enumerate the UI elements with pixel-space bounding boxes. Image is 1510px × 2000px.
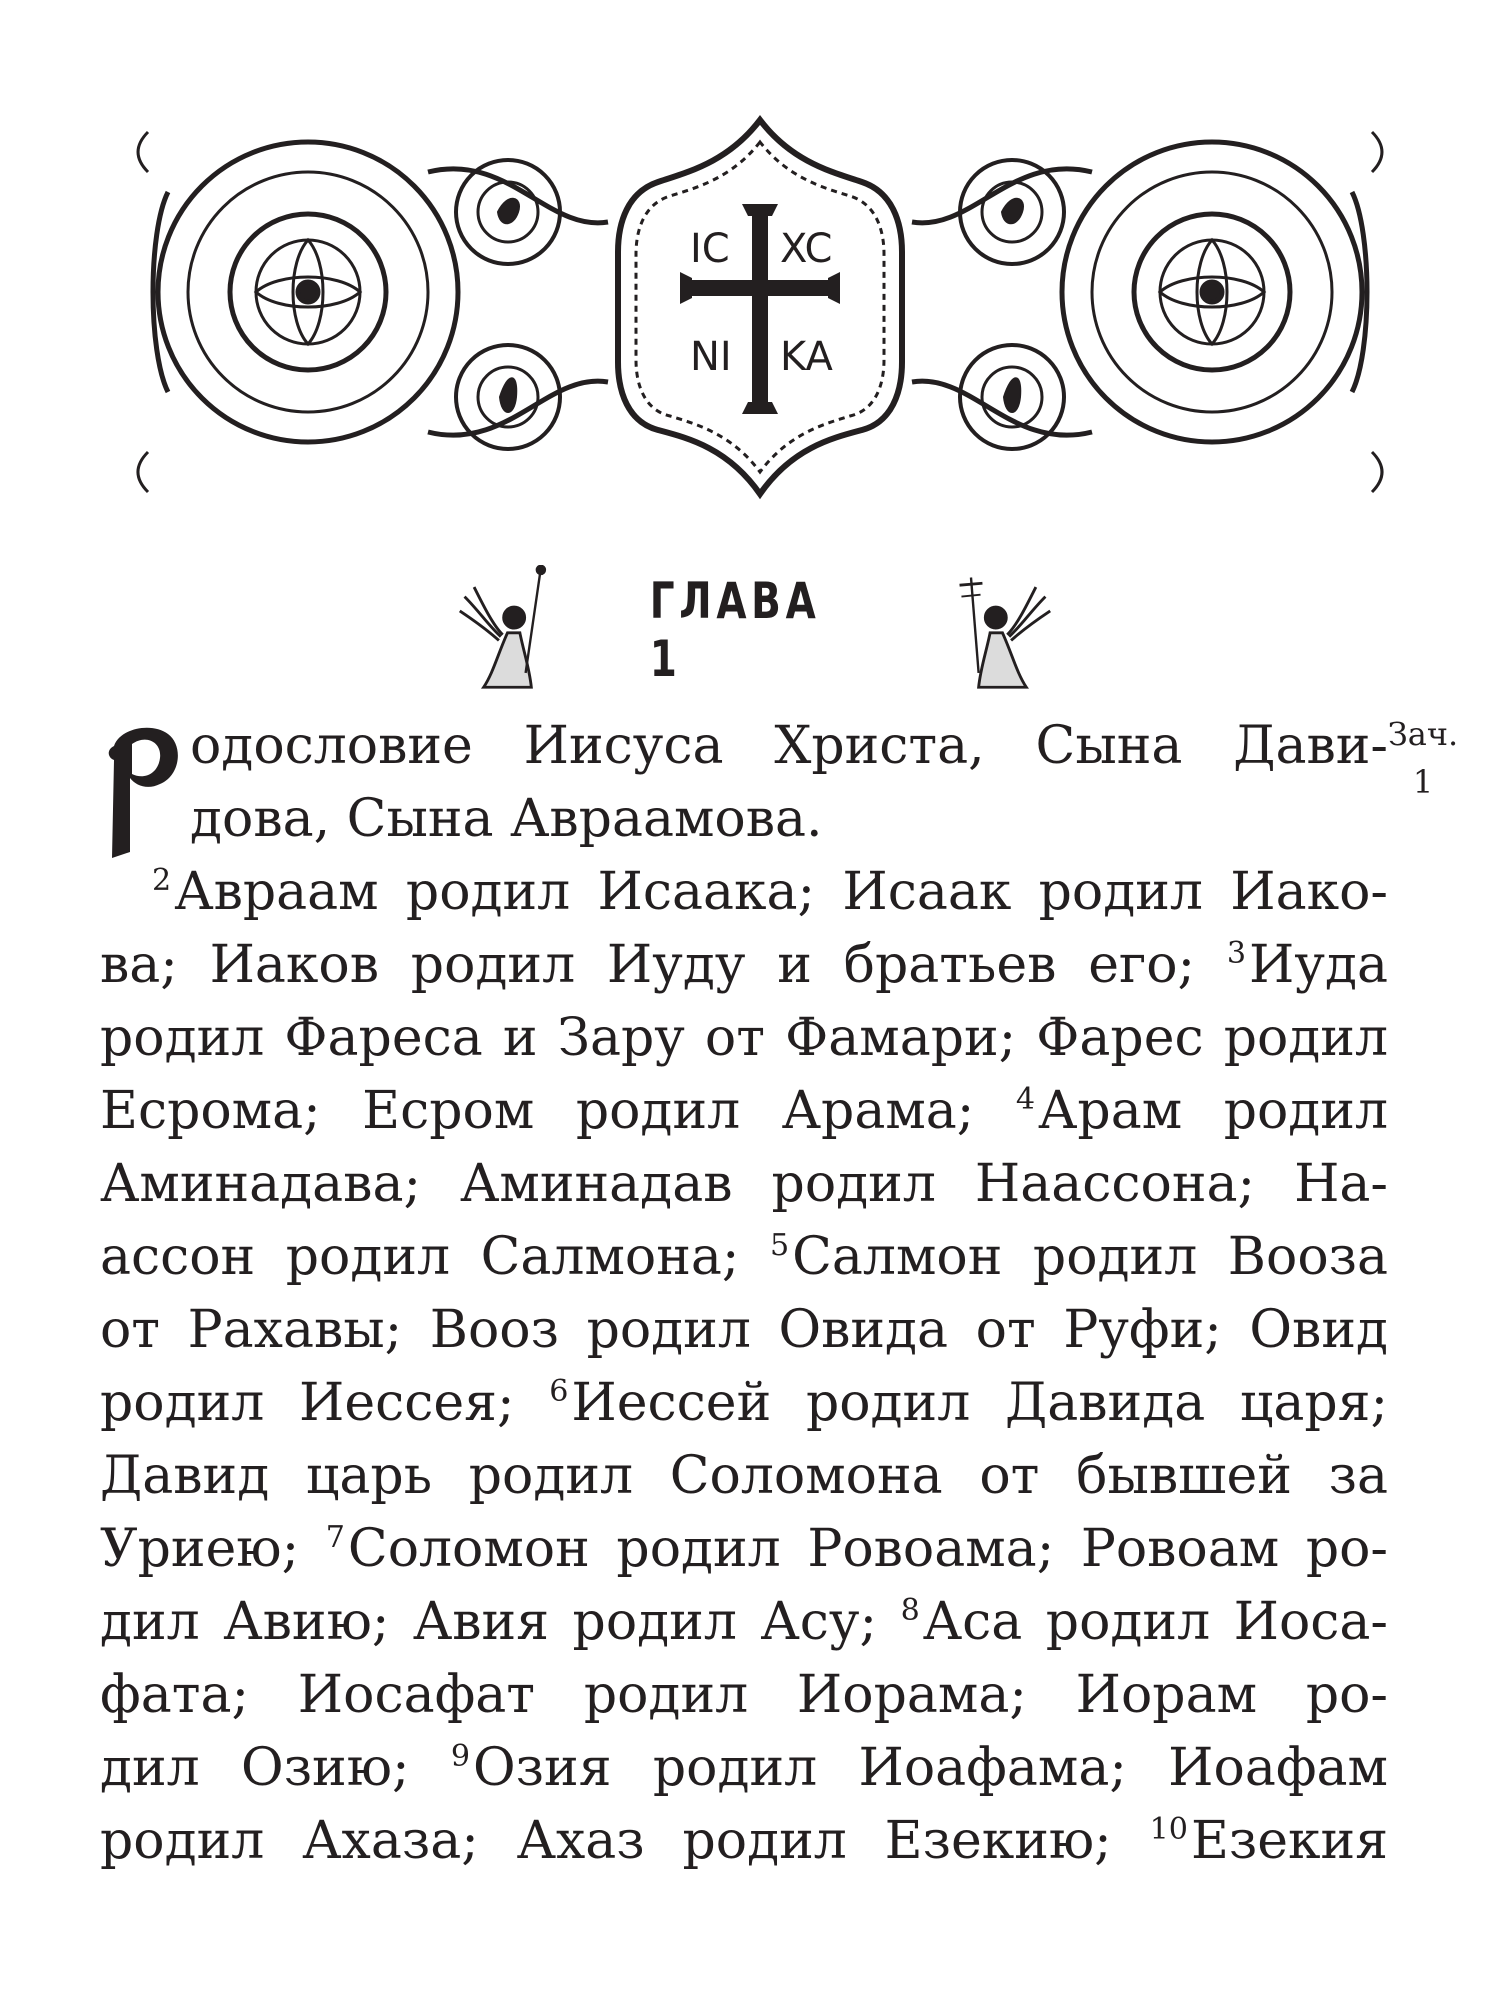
verse-number: 3 [1226, 936, 1247, 972]
text-line [100, 1294, 1388, 1367]
text-line [100, 1586, 1388, 1659]
angel-left-icon [455, 565, 560, 695]
text-segment: Соломон родил Ровоама; Ровоам ро- [347, 1519, 1388, 1579]
scripture-text [100, 710, 1388, 1878]
angel-right-icon [950, 565, 1055, 695]
text-line [100, 1659, 1388, 1732]
text-segment: дил Озию; [100, 1738, 451, 1798]
text-line [100, 1805, 1388, 1878]
text-line [100, 1148, 1388, 1221]
text-line [100, 1367, 1388, 1440]
verse-number: 8 [900, 1593, 920, 1629]
text-segment: дова, Сына Авраамова. [190, 789, 823, 849]
text-segment: одословие Иисуса Христа, Сына Дави- [190, 716, 1388, 776]
text-line [100, 1440, 1388, 1513]
chapter-title: ГЛАВА 1 [649, 572, 821, 688]
text-line [100, 929, 1388, 1002]
headpiece-ornament-graphic [128, 112, 1392, 512]
chapter-heading [455, 560, 1055, 700]
text-segment: Есрома; Есром родил Арама; [100, 1081, 1016, 1141]
text-line [100, 1732, 1388, 1805]
text-segment: Аминадава; Аминадав родил Наассона; На- [100, 1154, 1388, 1214]
text-segment: фата; Иосафат родил Иорама; Иорам ро- [100, 1665, 1388, 1725]
text-segment: родил Иессея; [100, 1373, 550, 1433]
text-line [100, 783, 1388, 856]
text-segment: Иессей родил Давида царя; [571, 1373, 1388, 1433]
text-segment: Авраам родил Исаака; Исаак родил Иако- [174, 862, 1388, 922]
text-line [100, 1221, 1388, 1294]
text-line [100, 856, 1388, 929]
text-segment: Озия родил Иоафама; Иоафам [473, 1738, 1388, 1798]
verse-number: 6 [549, 1374, 569, 1410]
monogram-ka: KA [780, 334, 833, 380]
text-line [100, 710, 1388, 783]
text-segment: дил Авию; Авия родил Асу; [100, 1592, 901, 1652]
text-segment: Иуда [1249, 935, 1388, 995]
monogram-ic: IC [690, 226, 730, 272]
reading-number: 1 [1412, 763, 1434, 801]
verse-number: 10 [1149, 1812, 1188, 1848]
monogram-xc: XC [780, 226, 833, 272]
text-segment: Аса родил Иоса- [922, 1592, 1388, 1652]
verse-number: 7 [325, 1520, 345, 1556]
text-segment: Уриею; [100, 1519, 326, 1579]
text-segment: ва; Иаков родил Иуду и братьев его; [100, 935, 1227, 995]
ornamental-headpiece [128, 112, 1392, 512]
margin-reading-number [1378, 710, 1468, 806]
text-line [100, 1075, 1388, 1148]
text-segment: Езекия [1190, 1811, 1388, 1871]
reading-label: Зач. [1387, 715, 1459, 753]
verse-number: 9 [450, 1739, 471, 1775]
text-segment: ассон родил Салмона; [100, 1227, 770, 1287]
verse-number: 5 [769, 1228, 790, 1264]
text-segment: родил Ахаза; Ахаз родил Езекию; [100, 1811, 1150, 1871]
text-line [100, 1002, 1388, 1075]
text-segment: от Рахавы; Вооз родил Овида от Руфи; Овид [100, 1300, 1388, 1360]
text-segment: родил Фареса и Зару от Фамари; Фарес родил [100, 1008, 1388, 1068]
monogram-ni: NI [690, 334, 732, 380]
text-line [100, 1513, 1388, 1586]
text-segment: Давид царь родил Соломона от бывшей за [100, 1446, 1388, 1506]
text-segment: Салмон родил Вооза [792, 1227, 1388, 1287]
verse-number: 2 [152, 863, 172, 899]
verse-number: 4 [1015, 1082, 1036, 1118]
text-segment: Арам родил [1038, 1081, 1389, 1141]
